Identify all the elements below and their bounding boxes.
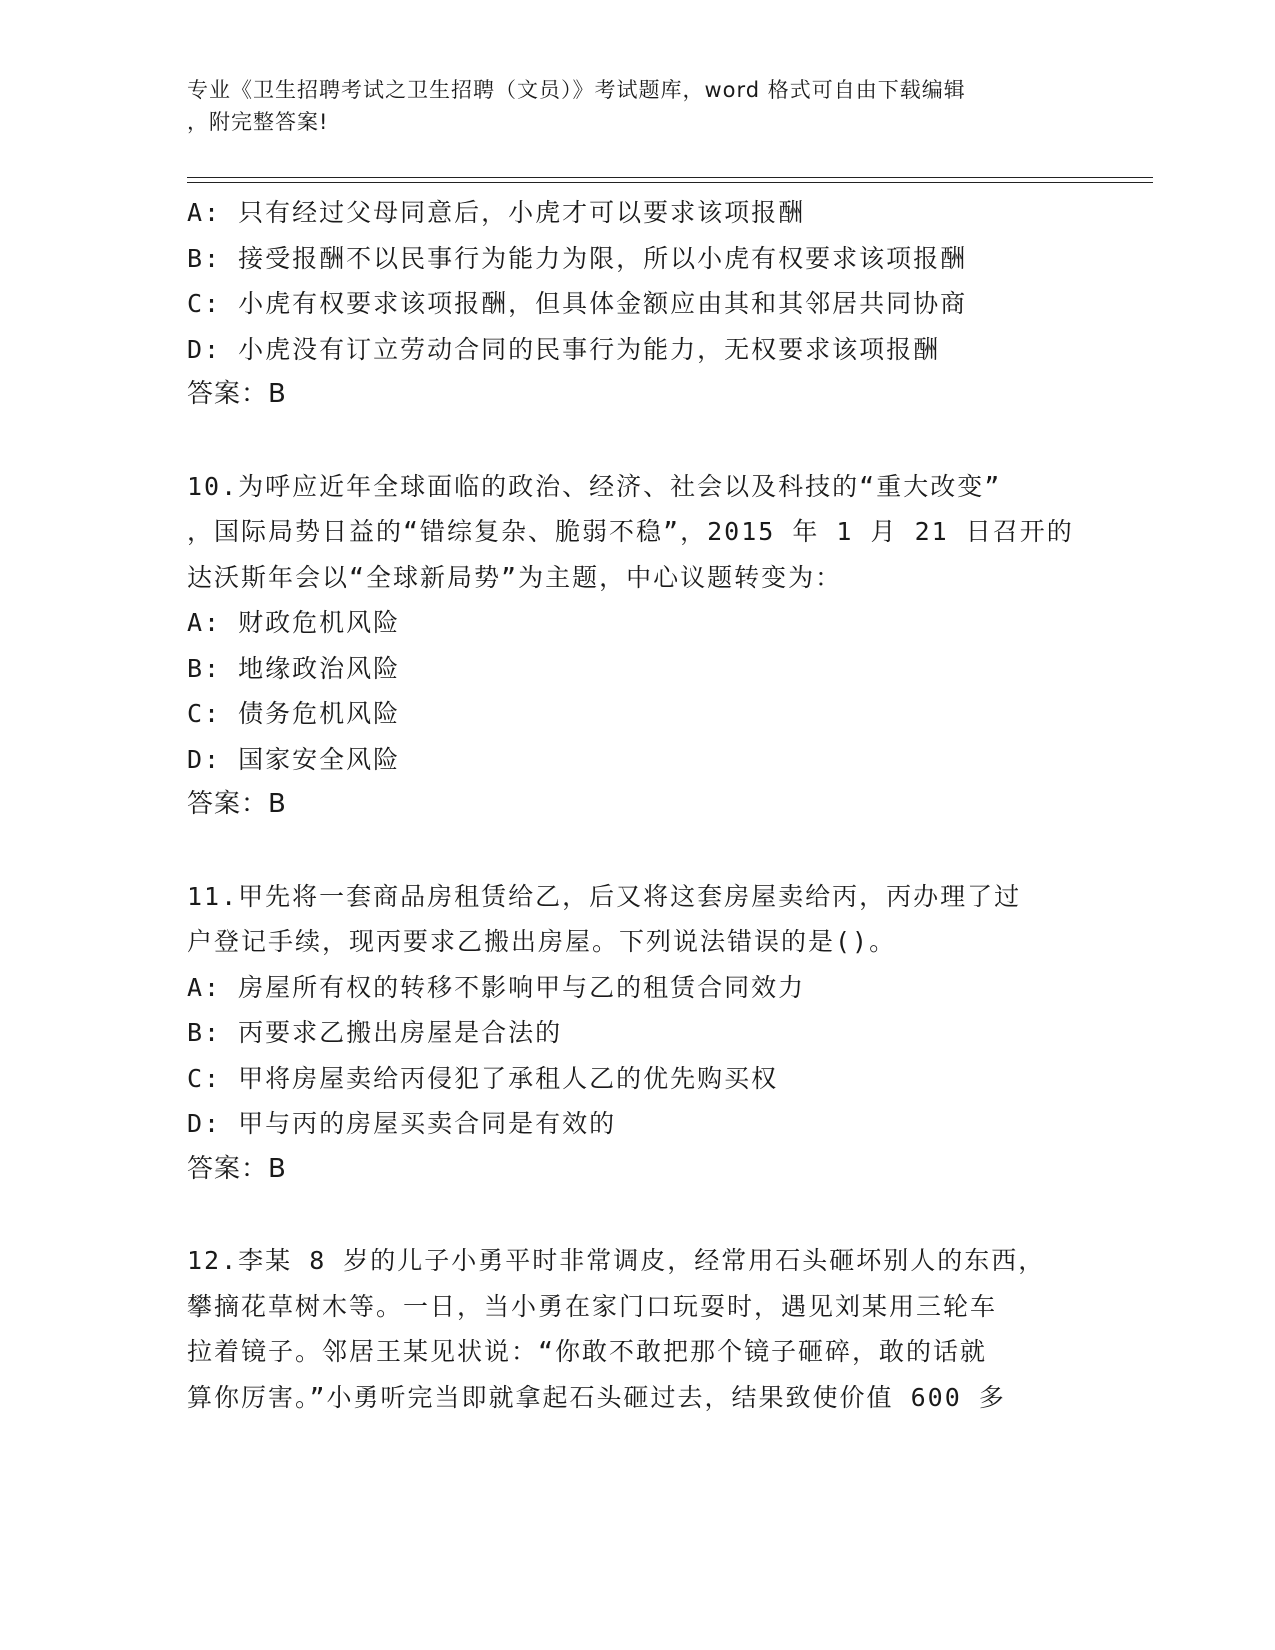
question-text-line: 12.李某 8 岁的儿子小勇平时非常调皮，经常用石头砸坏别人的东西， bbox=[187, 1246, 1046, 1275]
option-d: D: 国家安全风险 bbox=[187, 744, 401, 774]
answer-line: 答案：B bbox=[187, 789, 287, 819]
question-block-10 bbox=[187, 464, 1087, 828]
option-b: B: 接受报酬不以民事行为能力为限，所以小虎有权要求该项报酬 bbox=[187, 243, 968, 273]
header-divider-top bbox=[187, 177, 1153, 178]
answer-line: 答案：B bbox=[187, 1153, 287, 1184]
question-text-line: ，国际局势日益的“错综复杂、脆弱不稳”，2015 年 1 月 21 日召开的 bbox=[187, 517, 1074, 546]
question-text-line: 11.甲先将一套商品房租赁给乙，后又将这套房屋卖给丙，丙办理了过 bbox=[187, 881, 1022, 911]
option-c: C: 债务危机风险 bbox=[187, 699, 401, 728]
option-b: B: 丙要求乙搬出房屋是合法的 bbox=[187, 1018, 563, 1047]
question-block-11 bbox=[187, 874, 1087, 1193]
question-text-line: 达沃斯年会以“全球新局势”为主题，中心议题转变为： bbox=[187, 562, 843, 592]
option-b: B: 地缘政治风险 bbox=[187, 653, 401, 683]
question-list bbox=[187, 190, 1087, 1420]
question-text-line: 算你厉害。”小勇听完当即就拿起石头砸过去，结果致使价值 600 多 bbox=[187, 1382, 1006, 1412]
header-line-2: ，附完整答案! bbox=[187, 110, 329, 134]
question-text-line: 攀摘花草树木等。一日，当小勇在家门口玩耍时，遇见刘某用三轮车 bbox=[187, 1291, 998, 1321]
answer-line: 答案：B bbox=[187, 379, 287, 409]
option-a: A: 房屋所有权的转移不影响甲与乙的租赁合同效力 bbox=[187, 972, 806, 1002]
question-text-line: 10.为呼应近年全球面临的政治、经济、社会以及科技的“重大改变” bbox=[187, 471, 1002, 501]
option-d: D: 小虎没有订立劳动合同的民事行为能力，无权要求该项报酬 bbox=[187, 334, 941, 364]
question-block-9 bbox=[187, 190, 1087, 418]
document-header bbox=[187, 74, 1067, 138]
question-text-line: 户登记手续，现丙要求乙搬出房屋。下列说法错误的是()。 bbox=[187, 927, 897, 956]
question-block-12 bbox=[187, 1238, 1087, 1420]
option-d: D: 甲与丙的房屋买卖合同是有效的 bbox=[187, 1109, 617, 1138]
option-c: C: 甲将房屋卖给丙侵犯了承租人乙的优先购买权 bbox=[187, 1063, 779, 1093]
option-c: C: 小虎有权要求该项报酬，但具体金额应由其和其邻居共同协商 bbox=[187, 289, 968, 318]
question-text-line: 拉着镜子。邻居王某见状说：“你敢不敢把那个镜子砸碎，敢的话就 bbox=[187, 1337, 988, 1366]
header-line-1: 专业《卫生招聘考试之卫生招聘（文员）》考试题库，word 格式可自由下载编辑 bbox=[187, 78, 966, 102]
option-a: A: 只有经过父母同意后，小虎才可以要求该项报酬 bbox=[187, 198, 806, 227]
option-a: A: 财政危机风险 bbox=[187, 608, 401, 637]
header-divider-bottom bbox=[187, 182, 1153, 183]
